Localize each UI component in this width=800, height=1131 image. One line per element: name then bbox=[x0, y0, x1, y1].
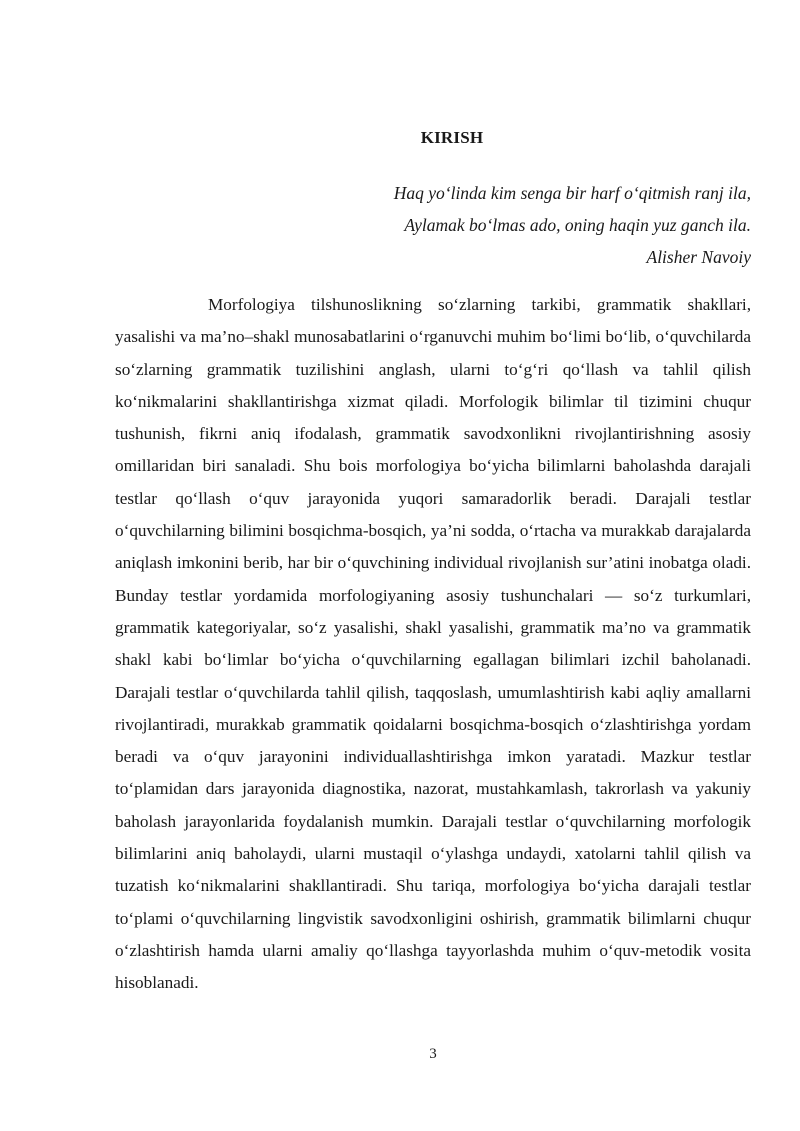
body-paragraph: Morfologiya tilshunoslikning so‘zlarning tarkibi, grammatik shakllari, yasalishi va ma’no–shakl munosabatlarini o‘rganuvchi muhim bo‘limi bo‘lib, o‘quvchilarda so‘zlarning grammatik tuzilishini anglash, ularni to‘g‘ri qo‘llash va tahlil qilish ko‘nikmalarini shakllantirishga xizmat qiladi. Morfologik bilimlar til tizimini chuqur tushunish, fikrni aniq ifodalash, grammatik savodxonlikni rivojlantirishning asosiy omillaridan biri sanaladi. Shu bois morfologiya bo‘yicha bilimlarni baholashda darajali testlar qo‘llash o‘quv jarayonida yuqori samaradorlik beradi. Darajali testlar o‘quvchilarning bilimini bosqichma-bosqich, ya’ni sodda, o‘rtacha va murakkab darajalarda aniqlash imkonini berib, har bir o‘quvchining individual rivojlanish sur’atini inobatga oladi. Bunday testlar yordamida morfologiyaning asosiy tushunchalari — so‘z turkumlari, grammatik kategoriyalar, so‘z yasalishi, shakl yasalishi, grammatik ma’no va grammatik shakl kabi bo‘limlar bo‘yicha o‘quvchilarning egallagan bilimlari izchil baholanadi. Darajali testlar o‘quvchilarda tahlil qilish, taqqoslash, umumlashtirish kabi aqliy amallarni rivojlantiradi, murakkab grammatik qoidalarni bosqichma-bosqich o‘zlashtirishga yordam beradi va o‘quv jarayonini individuallashtirishga imkon yaratadi. Mazkur testlar to‘plamidan dars jarayonida diagnostika, nazorat, mustahkamlash, takrorlash va yakuniy baholash jarayonlarida foydalanish mumkin. Darajali testlar o‘quvchilarning morfologik bilimlarini aniq baholaydi, ularni mustaqil o‘ylashga undaydi, xatolarni tahlil qilish va tuzatish ko‘nikmalarini shakllantiradi. Shu tariqa, morfologiya bo‘yicha darajali testlar to‘plami o‘quvchilarning lingvistik savodxonligini oshirish, grammatik bilimlarni chuqur o‘zlashtirish hamda ularni amaliy qo‘llashga tayyorlashda muhim o‘quv-metodik vosita hisoblanadi. bbox=[115, 295, 751, 993]
epigraph-author: Alisher Navoiy bbox=[646, 247, 751, 267]
epigraph-line-2: Aylamak bo‘lmas ado, oning haqin yuz ganch ila. bbox=[404, 215, 751, 235]
epigraph bbox=[251, 177, 751, 273]
page-number: 3 bbox=[429, 1046, 437, 1062]
epigraph-line-1: Haq yo‘linda kim senga bir harf o‘qitmish ranj ila, bbox=[393, 183, 751, 203]
section-heading: KIRISH bbox=[420, 128, 484, 147]
